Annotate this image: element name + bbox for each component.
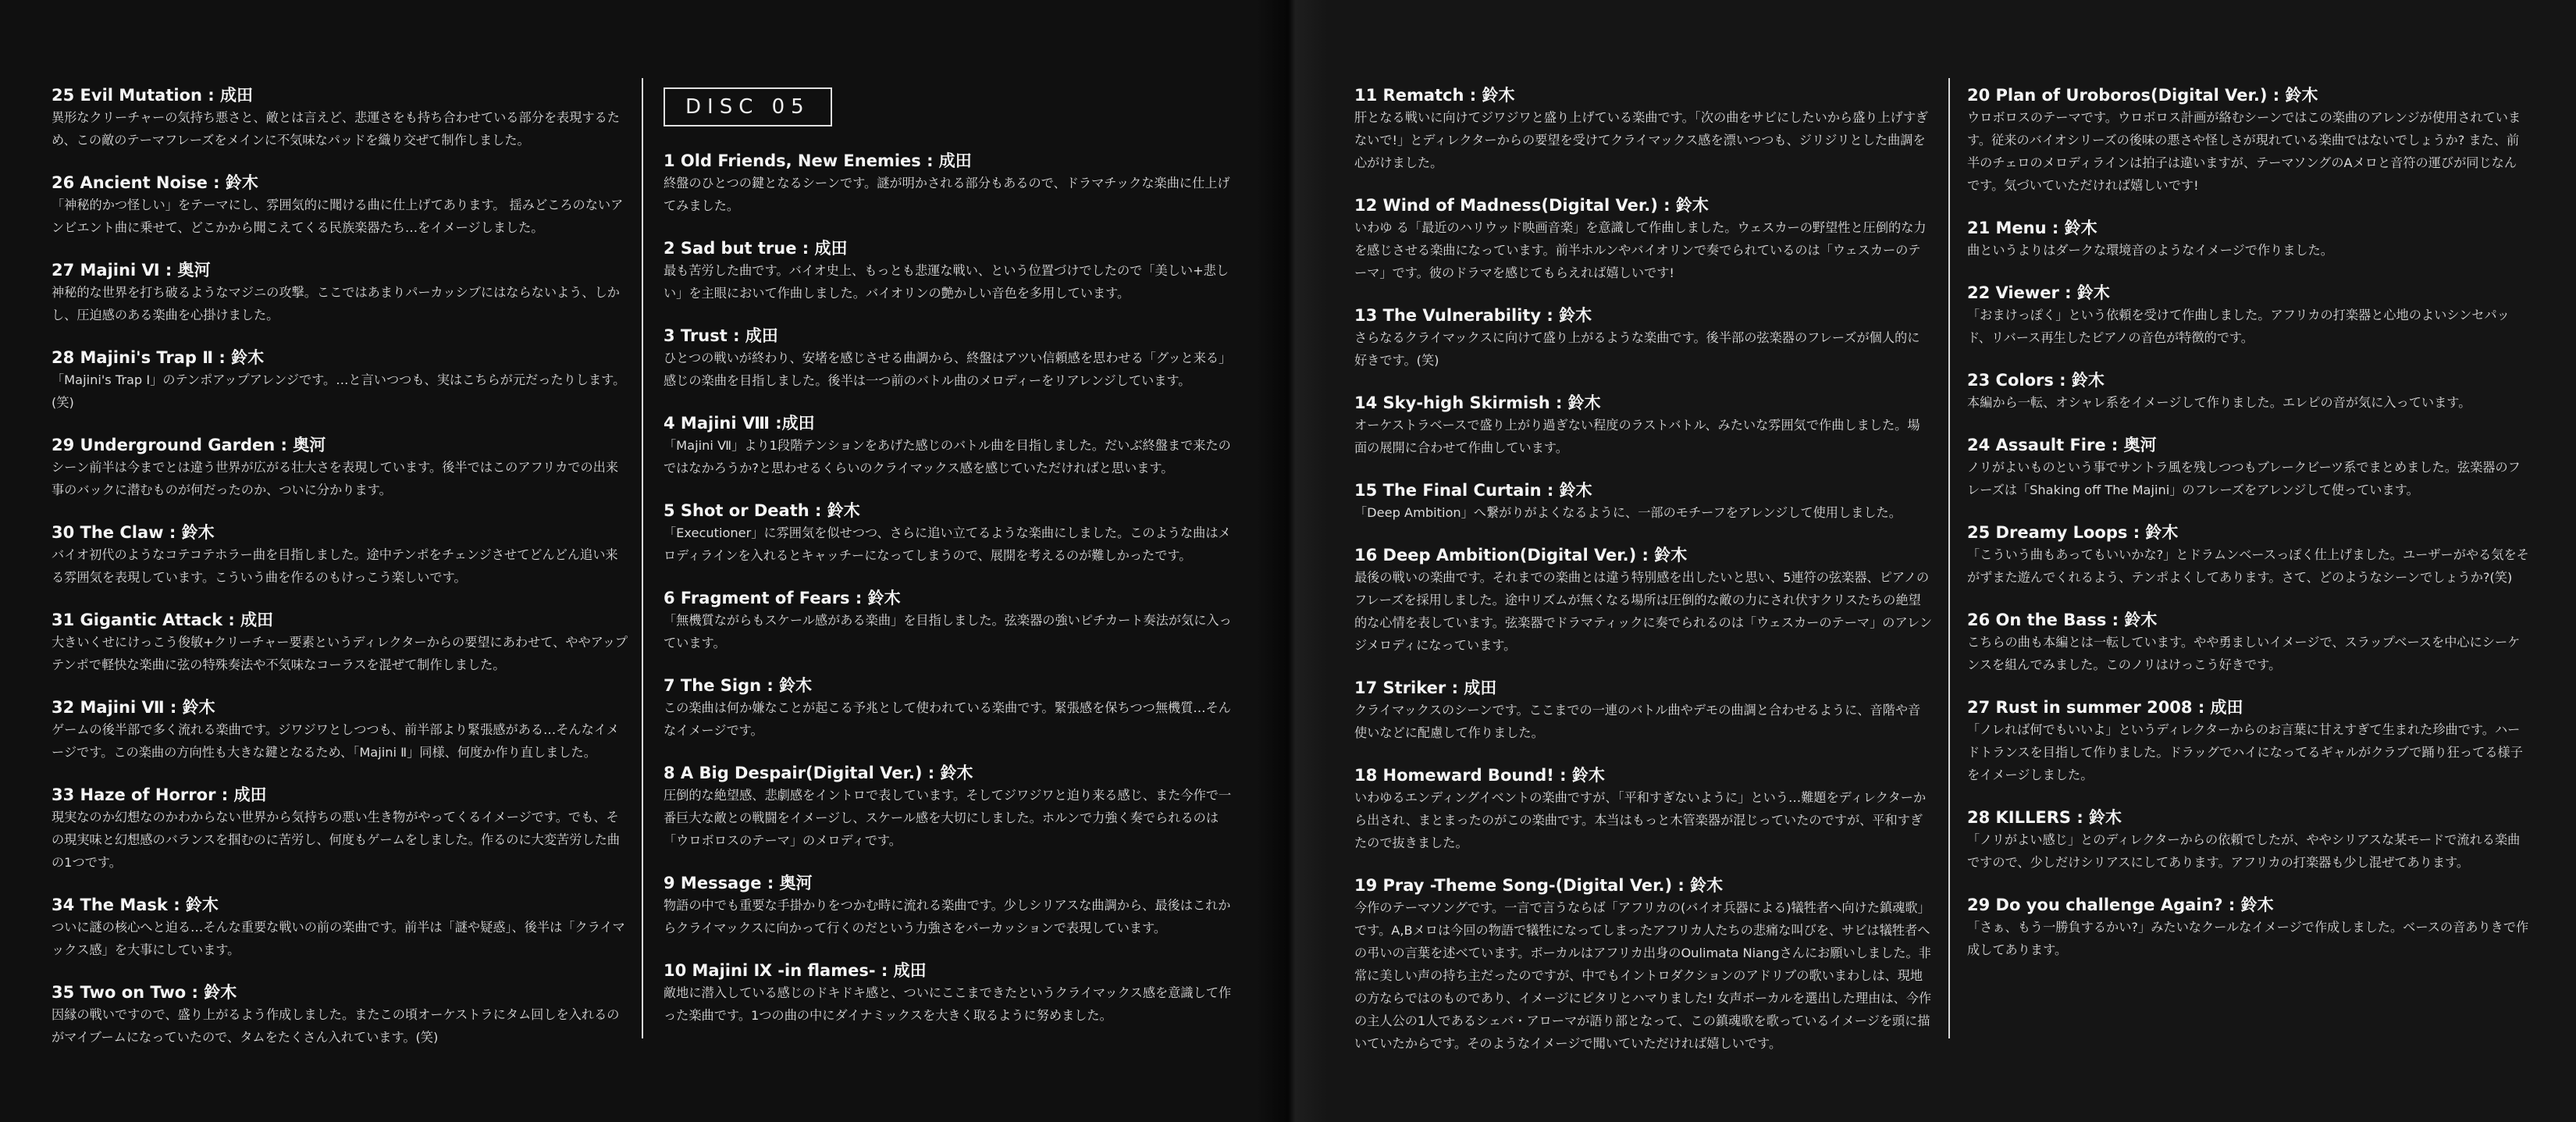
track-title: 27 Majini Ⅵ : 奥河 xyxy=(52,261,211,280)
track-entry xyxy=(664,412,1237,479)
track-entry xyxy=(664,872,1237,939)
track-entry xyxy=(664,325,1237,392)
track-entry xyxy=(52,434,629,501)
track-entry xyxy=(52,84,629,151)
track-column-1 xyxy=(52,84,629,1069)
track-description: 肝となる戦いに向けてジワジワと盛り上げている楽曲です。「次の曲をサビにしたいから盛り上げすぎないで!」とディレクターからの要望を受けてクライマックス感を漂いつつも、ジリジリとした曲調を心がけました。 xyxy=(1354,110,1929,170)
track-entry xyxy=(1967,282,2529,349)
track-description: シーン前半は今までとは違う世界が広がる壮大さを表現しています。後半ではこのアフリカでの出来事のバックに潜むものが何だったのか、ついに分かります。 xyxy=(52,460,619,497)
track-entry xyxy=(1354,479,1932,524)
track-entry xyxy=(52,609,629,676)
track-entry xyxy=(52,259,629,326)
track-description: 「こういう曲もあってもいいかな?」とドラムンベースっぽく仕上げました。ユーザーがやる気をそがずまた遊んでくれるよう、テンポよくしてあります。さて、どのようなシーンでしょうか?(笑) xyxy=(1967,547,2529,585)
track-description: ノリがよいものという事でサントラ風を残しつつもブレークビーツ系でまとめました。弦楽器のフレーズは「Shaking off The Majini」のフレーズをアレンジして使っています。 xyxy=(1967,460,2521,497)
track-title: 16 Deep Ambition(Digital Ver.) : 鈴木 xyxy=(1354,546,1688,565)
track-entry xyxy=(1354,677,1932,744)
track-description: 物語の中でも重要な手掛かりをつかむ時に流れる楽曲です。少しシリアスな曲調から、最後はこれからクライマックスに向かって行くのだという力強さをパーカッションで表現しています。 xyxy=(664,898,1231,935)
track-column-2 xyxy=(664,150,1237,1047)
track-title: 5 Shot or Death : 鈴木 xyxy=(664,501,860,520)
track-entry xyxy=(1354,544,1932,657)
track-description: バイオ初代のようなコテコテホラー曲を目指しました。途中テンポをチェンジさせてどんどん追い来る雰囲気を表現しています。こういう曲を作るのもけっこう楽しいです。 xyxy=(52,547,618,585)
track-entry xyxy=(52,522,629,589)
track-title: 28 KILLERS : 鈴木 xyxy=(1967,808,2122,827)
track-description: 「Deep Ambition」へ繋がりがよくなるように、一部のモチーフをアレンジして使用しました。 xyxy=(1354,505,1902,520)
column-divider xyxy=(642,78,643,1038)
track-entry xyxy=(1967,696,2529,786)
track-description: オーケストラベースで盛り上がり過ぎない程度のラストバトル、みたいな雰囲気で作曲しました。場面の展開に合わせて作曲しています。 xyxy=(1354,418,1920,455)
track-description: こちらの曲も本編とは一転しています。やや勇ましいイメージで、スラップベースを中心にシーケンスを組んでみました。このノリはけっこう好きです。 xyxy=(1967,635,2521,672)
track-description: 大きいくせにけっこう俊敏+クリーチャー要素というディレクターからの要望にあわせて、ややアップテンポで軽快な楽曲に弦の特殊奏法や不気味なコーラスを混ぜて制作しました。 xyxy=(52,635,628,672)
track-entry xyxy=(52,172,629,239)
track-description: 終盤のひとつの鍵となるシーンです。謎が明かされる部分もあるので、ドラマチックな楽曲に仕上げてみました。 xyxy=(664,176,1230,213)
track-title: 10 Majini Ⅸ -in flames- : 成田 xyxy=(664,961,927,980)
track-title: 7 The Sign : 鈴木 xyxy=(664,676,813,695)
track-description: この楽曲は何か嫌なことが起こる予兆として使われている楽曲です。緊張感を保ちつつ無機質…そんなイメージです。 xyxy=(664,700,1231,738)
track-entry xyxy=(664,587,1237,654)
track-description: 「無機質ながらもスケール感がある楽曲」を目指しました。弦楽器の強いピチカート奏法が気に入っています。 xyxy=(664,613,1232,650)
track-title: 2 Sad but true : 成田 xyxy=(664,239,848,258)
track-title: 4 Majini Ⅷ :成田 xyxy=(664,414,815,433)
column-divider xyxy=(1948,78,1950,1038)
track-title: 19 Pray -Theme Song-(Digital Ver.) : 鈴木 xyxy=(1354,876,1724,895)
track-title: 32 Majini Ⅶ : 鈴木 xyxy=(52,698,215,717)
track-title: 11 Rematch : 鈴木 xyxy=(1354,86,1515,105)
track-title: 26 Ancient Noise : 鈴木 xyxy=(52,173,258,192)
track-entry xyxy=(1354,392,1932,459)
track-title: 25 Dreamy Loops : 鈴木 xyxy=(1967,523,2179,542)
track-title: 22 Viewer : 鈴木 xyxy=(1967,283,2110,302)
track-entry xyxy=(1354,84,1932,174)
track-description: さらなるクライマックスに向けて盛り上がるような楽曲です。後半部の弦楽器のフレーズが個人的に好きです。(笑) xyxy=(1354,330,1920,368)
track-title: 18 Homeward Bound! : 鈴木 xyxy=(1354,766,1605,785)
track-entry xyxy=(1354,874,1932,1055)
track-description: クライマックスのシーンです。ここまでの一連のバトル曲やデモの曲調と合わせるように、音階や音使いなどに配慮して作りました。 xyxy=(1354,703,1921,740)
track-entry xyxy=(52,347,629,414)
track-entry xyxy=(1967,369,2529,414)
track-description: 「Executioner」に雰囲気を似せつつ、さらに追い立てるような楽曲にしました。このような曲はメロディラインを入れるとキャッチーになってしまうので、展開を考えるのが難しかったです。 xyxy=(664,525,1231,563)
track-entry xyxy=(664,960,1237,1027)
track-description: 今作のテーマソングです。一言で言うならば「アフリカの(バイオ兵器による)犠牲者へ向けた鎮魂歌」です。A,Bメロは今回の物語で犠牲になってしまったアフリカ人たちの悲痛な叫びを、サビは犠牲者への弔いの言葉を述べています。ボーカルはアフリカ出身のOulimata Niangさんにお願いしました。非常に美しい声の持ち主だったのですが、中でもイントロダクションのアドリブの歌いまわしは、現地の方ならではのものであり、イメージにピタリとハマりました! 女声ボーカルを選出した理由は、今作の主人公の1人であるシェバ・アローマが語り部となって、この鎮魂歌を歌っているイメージを頭に描いていたからです。そのようなイメージで聞いていただければ嬉しいです。 xyxy=(1354,900,1932,1051)
track-description: 「Majini's Trap Ⅰ」のテンポアップアレンジです。…と言いつつも、実はこちらが元だったりします。(笑) xyxy=(52,372,626,410)
track-title: 31 Gigantic Attack : 成田 xyxy=(52,611,274,629)
track-entry xyxy=(1354,194,1932,284)
track-title: 27 Rust in summer 2008 : 成田 xyxy=(1967,698,2243,717)
track-title: 26 On the Bass : 鈴木 xyxy=(1967,611,2158,629)
track-title: 1 Old Friends, New Enemies : 成田 xyxy=(664,151,972,170)
track-entry xyxy=(52,696,629,764)
track-title: 33 Haze of Horror : 成田 xyxy=(52,785,267,804)
track-title: 30 The Claw : 鈴木 xyxy=(52,523,215,542)
track-description: ゲームの後半部で多く流れる楽曲です。ジワジワとしつつも、前半部より緊張感がある…そんなイメージです。この楽曲の方向性も大きな鍵となるため、「Majini Ⅱ」同様、何度か作り直しました。 xyxy=(52,722,619,760)
track-description: 本編から一転、オシャレ系をイメージして作りました。エレピの音が気に入っています。 xyxy=(1967,395,2471,410)
track-entry xyxy=(52,784,629,874)
track-description: 曲というよりはダークな環境音のようなイメージで作りました。 xyxy=(1967,243,2333,258)
track-title: 23 Colors : 鈴木 xyxy=(1967,371,2105,390)
track-entry xyxy=(1967,609,2529,676)
track-title: 6 Fragment of Fears : 鈴木 xyxy=(664,589,901,607)
track-description: 最後の戦いの楽曲です。それまでの楽曲とは違う特別感を出したいと思い、5連符の弦楽器、ピアノのフレーズを採用しました。途中リズムが無くなる場所は圧倒的な敵の力にされ伏すクリスたちの絶望的な心情を表しています。弦楽器でドラマティックに奏でられるのは「ウェスカーのテーマ」のアレンジメロディになっています。 xyxy=(1354,570,1933,653)
track-description: 神秘的な世界を打ち破るようなマジニの攻撃。ここではあまりパーカッシブにはならないよう、しかし、圧迫感のある楽曲を心掛けました。 xyxy=(52,285,620,322)
track-title: 25 Evil Mutation : 成田 xyxy=(52,86,253,105)
track-entry xyxy=(664,675,1237,742)
track-title: 21 Menu : 鈴木 xyxy=(1967,219,2097,237)
track-description: 因縁の戦いですので、盛り上がるよう作成しました。またこの頃オーケストラにタム回しを入れるのがマイブームになっていたので、タムをたくさん入れています。(笑) xyxy=(52,1007,620,1045)
track-description: 「Majini Ⅶ」より1段階テンションをあげた感じのバトル曲を目指しました。だいぶ終盤まで来たのではなかろうか?と思わせるくらいのクライマックス感を感じていただければと思います。 xyxy=(664,438,1231,476)
track-title: 9 Message : 奥河 xyxy=(664,874,813,892)
track-entry xyxy=(1354,764,1932,854)
track-description: 最も苦労した曲です。バイオ史上、もっとも悲運な戦い、という位置づけでしたので「美しい+悲しい」を主眼において作曲しました。バイオリンの艶かしい音色を多用しています。 xyxy=(664,263,1229,301)
track-entry xyxy=(1967,217,2529,262)
track-entry xyxy=(664,237,1237,305)
track-entry xyxy=(664,500,1237,567)
track-title: 13 The Vulnerability : 鈴木 xyxy=(1354,306,1592,325)
track-title: 14 Sky-high Skirmish : 鈴木 xyxy=(1354,394,1601,412)
track-description: 圧倒的な絶望感、悲劇感をイントロで表しています。そしてジワジワと迫り来る感じ、また今作で一番巨大な敵との戦闘をイメージし、スケール感を大切にしました。ホルンで力強く奏でられるのは「ウロボロスのテーマ」のメロディです。 xyxy=(664,788,1232,848)
track-title: 35 Two on Two : 鈴木 xyxy=(52,983,237,1002)
track-description: いわゆるエンディングイベントの楽曲ですが、「平和すぎないように」という…難題をディレクターから出され、まとまったのがこの楽曲です。本当はもっと木管楽器が混じっていたのですが、平和すぎたので抜きました。 xyxy=(1354,790,1927,850)
track-title: 8 A Big Despair(Digital Ver.) : 鈴木 xyxy=(664,764,973,782)
track-entry xyxy=(1967,434,2529,501)
track-title: 12 Wind of Madness(Digital Ver.) : 鈴木 xyxy=(1354,196,1709,215)
track-description: 「ノレれば何でもいいよ」というディレクターからのお言葉に甘えすぎて生まれた珍曲です。ハードトランスを目指して作りました。ドラッグでハイになってるギャルがクラブで踊り狂ってる様子をイメージしました。 xyxy=(1967,722,2523,782)
track-column-4 xyxy=(1967,84,2529,981)
track-description: 敵地に潜入している感じのドキドキ感と、ついにここまできたというクライマックス感を意識して作った楽曲です。1つの曲の中にダイナミックスを大きく取るように努めました。 xyxy=(664,985,1232,1023)
track-entry xyxy=(52,894,629,961)
track-description: 現実なのか幻想なのかわからない世界から気持ちの悪い生き物がやってくるイメージです。でも、その現実味と幻想感のバランスを掴むのに苦労し、何度もゲームをしました。作るのに大変苦労した曲の1つです。 xyxy=(52,810,620,870)
track-entry xyxy=(664,762,1237,852)
book-gutter xyxy=(1257,0,1327,1122)
track-description: ついに謎の核心へと迫る…そんな重要な戦いの前の楽曲です。前半は「謎や疑惑」、後半は「クライマックス感」を大事にしています。 xyxy=(52,920,625,957)
track-title: 29 Do you challenge Again? : 鈴木 xyxy=(1967,896,2274,914)
track-entry xyxy=(1967,807,2529,874)
track-description: 「おまけっぽく」という依頼を受けて作曲しました。アフリカの打楽器と心地のよいシンセパッド、リバース再生したピアノの音色が特徴的です。 xyxy=(1967,308,2510,345)
track-title: 34 The Mask : 鈴木 xyxy=(52,896,219,914)
track-entry xyxy=(664,150,1237,217)
track-column-3 xyxy=(1354,84,1932,1075)
track-description: 「ノリがよい感じ」とのディレクターからの依頼でしたが、ややシリアスな某モードで流れる楽曲ですので、少しだけシリアスにしてあります。アフリカの打楽器も少し混ぜてあります。 xyxy=(1967,832,2521,870)
track-entry xyxy=(1354,305,1932,372)
track-description: 「さぁ、もう一勝負するかい?」みたいなクールなイメージで作成しました。ベースの音ありきで作成してあります。 xyxy=(1967,920,2529,957)
track-title: 24 Assault Fire : 奥河 xyxy=(1967,436,2157,454)
track-description: いわゆ る「最近のハリウッド映画音楽」を意識して作曲しました。ウェスカーの野望性と圧倒的な力を感じさせる楽曲になっています。前半ホルンやバイオリンで奏でられているのは「ウェスカーのテーマ」です。彼のドラマを感じてもらえれば嬉しいです! xyxy=(1354,220,1927,280)
track-title: 3 Trust : 成田 xyxy=(664,326,778,345)
track-entry xyxy=(1967,894,2529,961)
track-title: 28 Majini's Trap Ⅱ : 鈴木 xyxy=(52,348,265,367)
track-description: ウロボロスのテーマです。ウロボロス計画が絡むシーンではこの楽曲のアレンジが使用されています。従来のバイオシリーズの後味の悪さや怪しさが現れている楽曲ではないでしょうか? また、前半のチェロのメロディラインは拍子は違いますが、テーマソングのAメロと音符の運びが同じなんです。気づいていただければ嬉しいです! xyxy=(1967,110,2521,193)
track-description: ひとつの戦いが終わり、安堵を感じさせる曲調から、終盤はアツい信頼感を思わせる「グッと来る」感じの楽曲を目指しました。後半は一つ前のバトル曲のメロディーをリアレンジしています。 xyxy=(664,351,1232,388)
track-title: 20 Plan of Uroboros(Digital Ver.) : 鈴木 xyxy=(1967,86,2318,105)
track-title: 29 Underground Garden : 奥河 xyxy=(52,436,326,454)
track-title: 17 Striker : 成田 xyxy=(1354,679,1497,697)
track-title: 15 The Final Curtain : 鈴木 xyxy=(1354,481,1592,500)
track-entry xyxy=(52,981,629,1049)
disc-label: DISC 05 xyxy=(664,87,832,126)
track-entry xyxy=(1967,84,2529,197)
track-description: 異形なクリーチャーの気持ち悪さと、敵とは言えど、悲運さをも持ち合わせている部分を表現するため、この敵のテーマフレーズをメインに不気味なパッドを織り交ぜて制作しました。 xyxy=(52,110,620,148)
track-description: 「神秘的かつ怪しい」をテーマにし、雰囲気的に聞ける曲に仕上げてあります。 揺みどころのないアンビエント曲に乗せて、どこかから聞こえてくる民族楽器たち…をイメージしました。 xyxy=(52,198,624,235)
track-entry xyxy=(1967,522,2529,589)
